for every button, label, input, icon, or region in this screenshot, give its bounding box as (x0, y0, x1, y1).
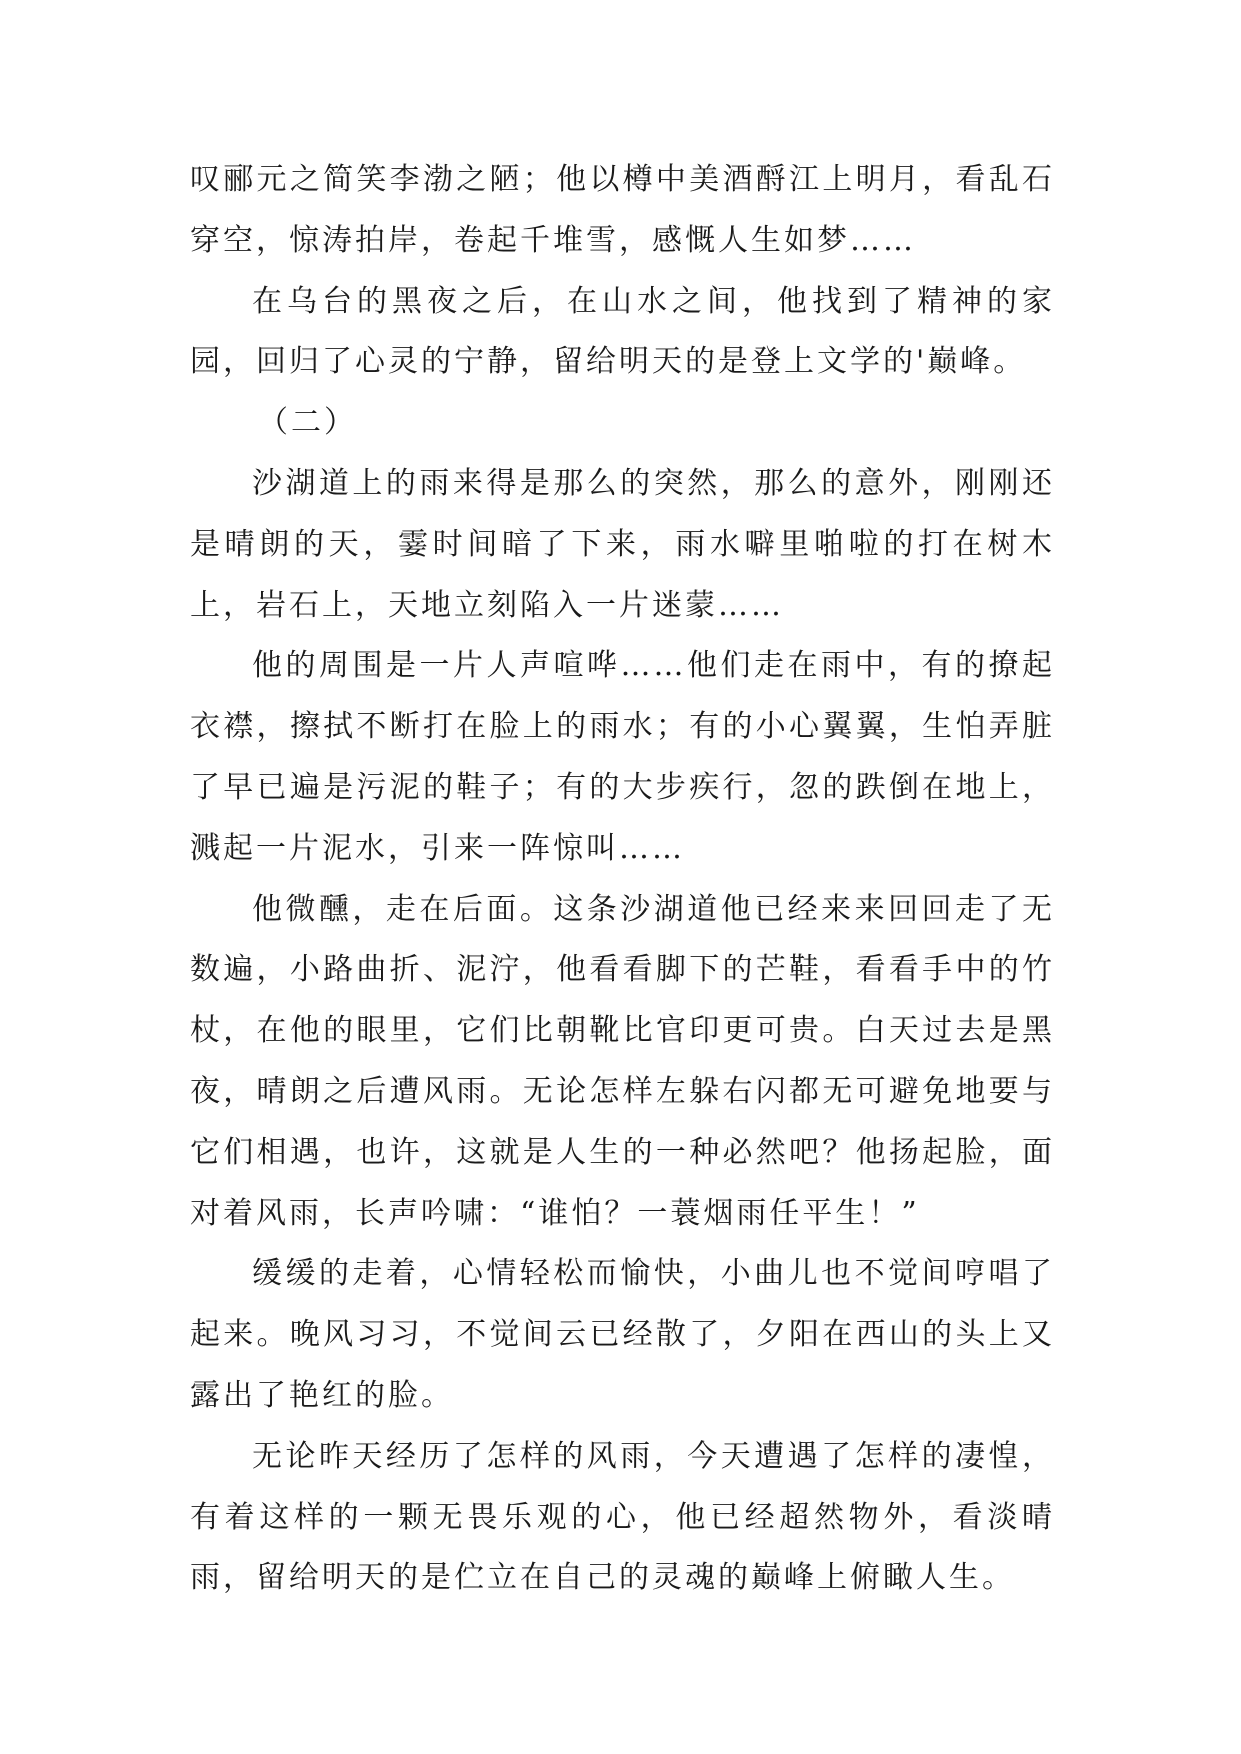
paragraph-1: 叹郦元之简笑李渤之陋；他以樽中美酒酹江上明月，看乱石穿空，惊涛拍岸，卷起千堆雪，感慨人生如梦…… (190, 162, 1055, 258)
paragraph-5: 他微醺，走在后面。这条沙湖道他已经来来回回走了无数遍，小路曲折、泥泞，他看看脚下的芒鞋，看看手中的竹杖，在他的眼里，它们比朝靴比官印更可贵。白天过去是黑夜，晴朗之后遭风雨。无论怎样左躲右闪都无可避免地要与它们相遇，也许，这就是人生的一种必然吧？他扬起脸，面对着风雨，长声吟啸：“谁怕？一蓑烟雨任平生！” (190, 891, 1055, 1231)
document-body (190, 150, 1055, 1609)
paragraph-2: 在乌台的黑夜之后，在山水之间，他找到了精神的家园，回归了心灵的宁静，留给明天的是登上文学的'巅峰。 (190, 283, 1055, 380)
paragraph-7: 无论昨天经历了怎样的风雨，今天遭遇了怎样的凄惶，有着这样的一颗无畏乐观的心，他已经超然物外，看淡晴雨，留给明天的是伫立在自己的灵魂的巅峰上俯瞰人生。 (190, 1438, 1055, 1596)
paragraph-3: 沙湖道上的雨来得是那么的突然，那么的意外，刚刚还是晴朗的天，霎时间暗了下来，雨水噼里啪啦的打在树木上，岩石上，天地立刻陷入一片迷蒙…… (190, 465, 1055, 623)
paragraph-4: 他的周围是一片人声喧哗……他们走在雨中，有的撩起衣襟，擦拭不断打在脸上的雨水；有的小心翼翼，生怕弄脏了早已遍是污泥的鞋子；有的大步疾行，忽的跌倒在地上，溅起一片泥水，引来一阵惊叫…… (190, 648, 1055, 866)
section-heading: （二） (258, 405, 357, 441)
paragraph-6: 缓缓的走着，心情轻松而愉快，小曲儿也不觉间哼唱了起来。晚风习习，不觉间云已经散了，夕阳在西山的头上又露出了艳红的脸。 (190, 1256, 1055, 1413)
